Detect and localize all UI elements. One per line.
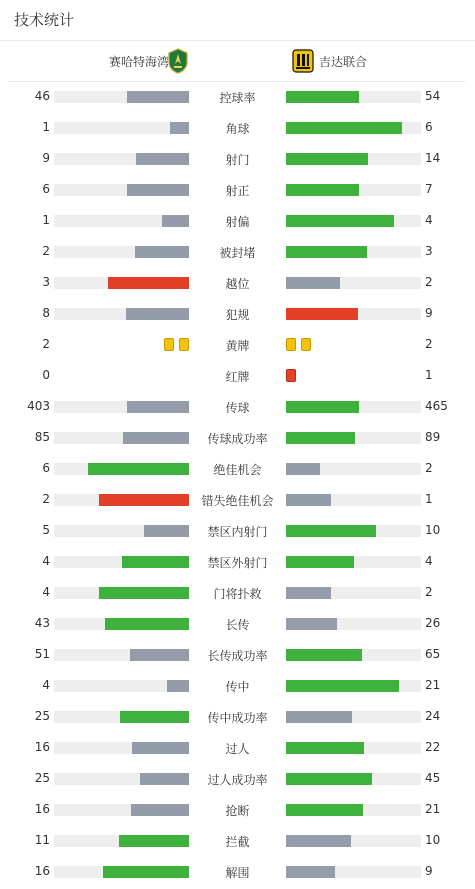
away-stat-value: 54: [425, 89, 441, 103]
home-team-name: 赛哈特海湾: [108, 55, 169, 69]
stat-label: 传中: [225, 680, 250, 694]
away-stat-value: 3: [425, 244, 433, 258]
stat-row: [0, 641, 475, 672]
away-stat-bar-track: [286, 835, 421, 847]
stat-label: 过人成功率: [207, 773, 268, 787]
away-stat-bar: [286, 401, 359, 413]
home-stat-value: 2: [42, 492, 50, 506]
stat-label: 门将扑救: [213, 587, 262, 601]
away-stat-value: 26: [425, 616, 441, 630]
home-stat-bar: [126, 308, 189, 320]
stat-row: [0, 393, 475, 424]
away-stat-value: 2: [425, 337, 433, 351]
away-stat-value: 14: [425, 151, 441, 165]
stat-label: 长传成功率: [207, 649, 268, 663]
home-stat-bar-track: [54, 711, 189, 723]
home-stat-bar-track: [54, 91, 189, 103]
home-stat-value: 5: [42, 523, 50, 537]
stat-label: 控球率: [219, 91, 256, 105]
away-stat-bar-track: [286, 122, 421, 134]
home-stat-bar-track: [54, 463, 189, 475]
home-stat-value: 11: [34, 833, 50, 847]
stat-label: 解围: [225, 866, 250, 880]
away-stat-value: 22: [425, 740, 441, 754]
away-yellow-card-icon: [301, 338, 311, 351]
stat-row: [0, 145, 475, 176]
stat-label: 犯规: [225, 308, 250, 322]
home-stat-bar: [120, 711, 189, 723]
away-stat-bar-track: [286, 91, 421, 103]
away-stat-bar-track: [286, 618, 421, 630]
home-stat-value: 16: [34, 864, 50, 878]
away-stat-value: 1: [425, 368, 433, 382]
away-stat-bar-track: [286, 866, 421, 878]
home-stat-value: 2: [42, 244, 50, 258]
stat-row: [0, 486, 475, 517]
stat-label: 射门: [225, 153, 250, 167]
home-stat-bar-track: [54, 525, 189, 537]
away-stat-bar: [286, 277, 340, 289]
stat-label: 过人: [225, 742, 250, 756]
home-stat-bar: [88, 463, 189, 475]
home-stat-bar-track: [54, 804, 189, 816]
away-stat-bar: [286, 804, 363, 816]
home-stat-bar: [130, 649, 189, 661]
home-stat-bar-track: [54, 494, 189, 506]
away-stat-bar: [286, 91, 359, 103]
away-stat-bar: [286, 680, 399, 692]
home-stat-bar: [127, 184, 189, 196]
home-stat-bar-track: [54, 215, 189, 227]
away-team-logo-icon: [292, 48, 314, 74]
away-stat-value: 4: [425, 213, 433, 227]
away-yellow-card-icon: [286, 338, 296, 351]
home-stat-value: 43: [34, 616, 50, 630]
stat-label: 错失绝佳机会: [201, 494, 274, 508]
home-stat-bar: [131, 804, 189, 816]
home-yellow-card-icon: [164, 338, 174, 351]
away-stat-bar: [286, 525, 376, 537]
home-stat-value: 1: [42, 213, 50, 227]
away-team-name: 吉达联合: [319, 55, 368, 69]
away-stat-value: 2: [425, 585, 433, 599]
home-stat-value: 16: [34, 802, 50, 816]
stat-row: [0, 548, 475, 579]
away-stat-bar-track: [286, 494, 421, 506]
home-stat-bar: [144, 525, 189, 537]
home-stat-bar-track: [54, 432, 189, 444]
home-stat-bar-track: [54, 184, 189, 196]
home-stat-bar: [167, 680, 189, 692]
home-stat-value: 6: [42, 182, 50, 196]
stat-label: 传中成功率: [207, 711, 268, 725]
teams-header: [8, 41, 466, 82]
stat-row: [0, 331, 475, 362]
home-stat-bar-track: [54, 587, 189, 599]
stat-label: 传球: [225, 401, 250, 415]
home-stat-value: 4: [42, 585, 50, 599]
stat-label: 传球成功率: [207, 432, 268, 446]
home-stat-bar: [99, 587, 189, 599]
home-stat-bar: [105, 618, 189, 630]
away-stat-bar-track: [286, 463, 421, 475]
away-stat-bar-track: [286, 711, 421, 723]
home-stat-value: 4: [42, 678, 50, 692]
stat-row: [0, 703, 475, 734]
page-title: 技术统计: [14, 11, 75, 29]
away-stat-bar-track: [286, 773, 421, 785]
away-stat-bar: [286, 649, 362, 661]
away-stat-bar-track: [286, 680, 421, 692]
home-stat-bar-track: [54, 246, 189, 258]
stat-label: 禁区内射门: [207, 525, 268, 539]
stat-row: [0, 672, 475, 703]
away-stat-bar: [286, 153, 368, 165]
away-stat-value: 7: [425, 182, 433, 196]
title-bar: [0, 0, 475, 41]
home-stat-bar: [127, 91, 189, 103]
away-stat-bar-track: [286, 432, 421, 444]
away-stat-value: 465: [425, 399, 448, 413]
stat-label: 射偏: [225, 215, 250, 229]
stat-label: 越位: [225, 277, 250, 291]
away-stat-value: 89: [425, 430, 441, 444]
away-stat-bar-track: [286, 556, 421, 568]
away-stat-bar: [286, 773, 372, 785]
stat-row: [0, 796, 475, 827]
stat-row: [0, 455, 475, 486]
home-stat-bar: [135, 246, 189, 258]
away-stat-bar: [286, 308, 358, 320]
stat-row: [0, 176, 475, 207]
home-stat-bar: [103, 866, 189, 878]
away-stat-bar: [286, 866, 335, 878]
away-stat-value: 24: [425, 709, 441, 723]
stat-row: [0, 765, 475, 796]
home-stat-value: 4: [42, 554, 50, 568]
home-stat-value: 1: [42, 120, 50, 134]
stat-label: 绝佳机会: [213, 463, 262, 477]
away-stat-bar-track: [286, 401, 421, 413]
home-stat-value: 2: [42, 337, 50, 351]
home-stat-bar-track: [54, 556, 189, 568]
home-stat-bar: [123, 432, 189, 444]
home-stat-bar: [140, 773, 189, 785]
home-stat-bar-track: [54, 742, 189, 754]
away-stat-bar: [286, 587, 331, 599]
home-stat-value: 51: [34, 647, 50, 661]
away-stat-value: 10: [425, 833, 441, 847]
home-stat-bar: [162, 215, 189, 227]
home-stat-bar-track: [54, 773, 189, 785]
stat-row: [0, 827, 475, 858]
stat-row: [0, 238, 475, 269]
stat-label: 被封堵: [219, 246, 256, 260]
away-stat-bar: [286, 835, 351, 847]
away-stat-value: 6: [425, 120, 433, 134]
home-stat-bar: [119, 835, 189, 847]
home-stat-bar-track: [54, 277, 189, 289]
home-stat-value: 46: [34, 89, 50, 103]
away-stat-value: 65: [425, 647, 441, 661]
home-stat-bar: [99, 494, 189, 506]
stat-row: [0, 207, 475, 238]
home-stat-bar: [122, 556, 190, 568]
stat-row: [0, 114, 475, 145]
away-stat-bar-track: [286, 742, 421, 754]
away-stat-bar: [286, 618, 337, 630]
home-stat-value: 403: [27, 399, 50, 413]
away-stat-value: 2: [425, 275, 433, 289]
home-stat-bar: [170, 122, 189, 134]
stat-row: [0, 579, 475, 610]
stat-row: [0, 300, 475, 331]
away-stat-bar: [286, 711, 352, 723]
home-stat-bar-track: [54, 866, 189, 878]
away-stat-value: 9: [425, 306, 433, 320]
stat-label: 角球: [225, 122, 250, 136]
stat-label: 红牌: [225, 370, 250, 384]
away-stat-value: 21: [425, 678, 441, 692]
stat-row: [0, 362, 475, 393]
away-stat-bar-track: [286, 649, 421, 661]
away-stat-bar-track: [286, 184, 421, 196]
stat-row: [0, 734, 475, 765]
home-stat-value: 8: [42, 306, 50, 320]
away-stat-value: 21: [425, 802, 441, 816]
away-stat-value: 2: [425, 461, 433, 475]
away-stat-value: 10: [425, 523, 441, 537]
home-stat-bar-track: [54, 835, 189, 847]
away-stat-value: 1: [425, 492, 433, 506]
stat-row: [0, 269, 475, 300]
home-stat-bar: [127, 401, 189, 413]
away-stat-value: 45: [425, 771, 441, 785]
away-stat-bar-track: [286, 308, 421, 320]
away-stat-bar-track: [286, 525, 421, 537]
stat-row: [0, 858, 475, 889]
home-stat-bar: [136, 153, 189, 165]
away-stat-bar-track: [286, 153, 421, 165]
home-stat-bar-track: [54, 153, 189, 165]
away-stat-bar: [286, 494, 331, 506]
stat-row: [0, 424, 475, 455]
home-stat-bar-track: [54, 122, 189, 134]
home-stat-value: 25: [34, 709, 50, 723]
home-team-logo-icon: [167, 48, 189, 74]
home-stat-value: 25: [34, 771, 50, 785]
away-stat-bar: [286, 742, 364, 754]
away-stat-bar: [286, 556, 354, 568]
stat-label: 长传: [225, 618, 250, 632]
stat-row: [0, 517, 475, 548]
away-stat-bar: [286, 463, 320, 475]
stat-row: [0, 83, 475, 114]
home-yellow-card-icon: [179, 338, 189, 351]
home-stat-bar-track: [54, 401, 189, 413]
away-stat-bar: [286, 122, 402, 134]
away-stat-bar-track: [286, 277, 421, 289]
stat-label: 黄牌: [225, 339, 250, 353]
home-stat-value: 9: [42, 151, 50, 165]
away-stat-bar-track: [286, 587, 421, 599]
away-red-card-icon: [286, 369, 296, 382]
home-stat-bar: [132, 742, 189, 754]
home-stat-bar-track: [54, 649, 189, 661]
away-stat-bar-track: [286, 215, 421, 227]
stat-label: 抢断: [225, 804, 250, 818]
away-stat-value: 4: [425, 554, 433, 568]
away-stat-bar: [286, 432, 355, 444]
home-stat-value: 3: [42, 275, 50, 289]
away-stat-bar-track: [286, 246, 421, 258]
stat-label: 拦截: [225, 835, 250, 849]
home-stat-bar-track: [54, 680, 189, 692]
away-stat-value: 9: [425, 864, 433, 878]
home-stat-bar: [108, 277, 189, 289]
stat-row: [0, 610, 475, 641]
stat-label: 禁区外射门: [207, 556, 268, 570]
home-stat-bar-track: [54, 618, 189, 630]
away-stat-bar: [286, 215, 394, 227]
away-stat-bar: [286, 246, 367, 258]
home-stat-value: 85: [34, 430, 50, 444]
home-stat-value: 0: [42, 368, 50, 382]
home-stat-value: 16: [34, 740, 50, 754]
home-stat-value: 6: [42, 461, 50, 475]
away-stat-bar: [286, 184, 359, 196]
away-stat-bar-track: [286, 804, 421, 816]
stat-label: 射正: [225, 184, 250, 198]
home-stat-bar-track: [54, 308, 189, 320]
